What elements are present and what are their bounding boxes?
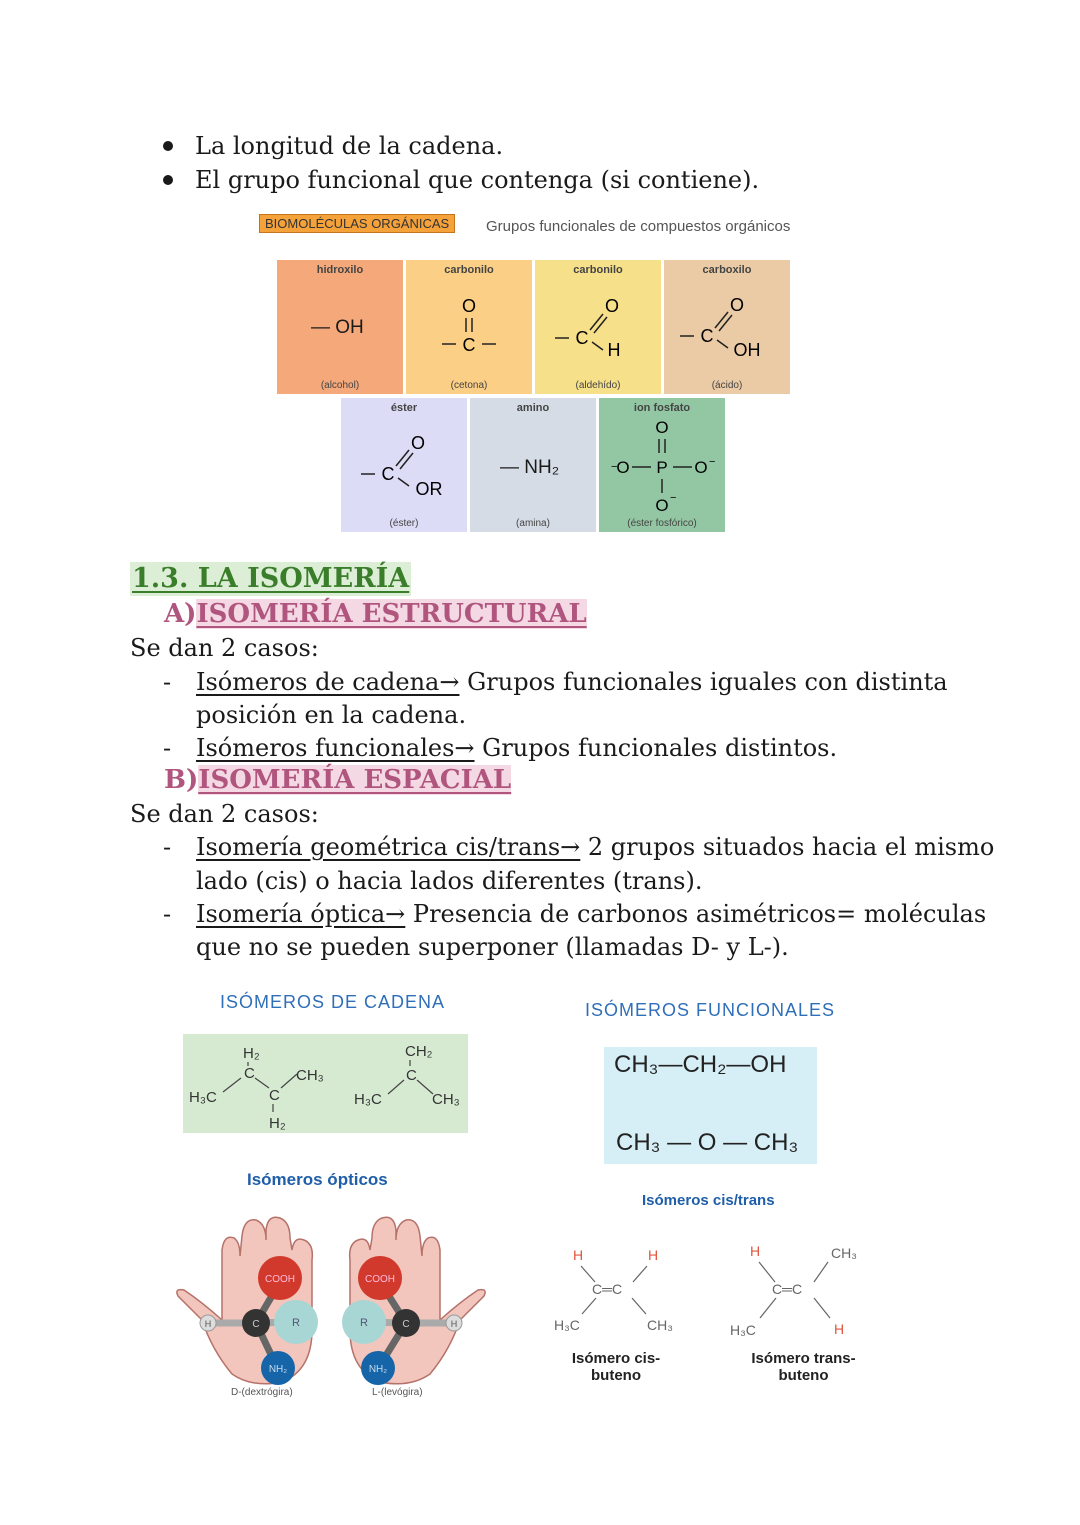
atom-label: C xyxy=(462,335,476,355)
atom-label: O xyxy=(616,458,630,477)
trans-caption xyxy=(736,1350,871,1384)
cistrans-title: Isómeros cis/trans xyxy=(642,1192,775,1209)
svg-text:H₂: H₂ xyxy=(269,1115,286,1132)
fg-sub: (aldehído) xyxy=(575,380,621,391)
atom-label: P xyxy=(656,458,668,477)
subheading-prefix: A) xyxy=(164,599,197,629)
opticos-right-label: L-(levógira) xyxy=(372,1387,423,1398)
fg-sub: (amina) xyxy=(516,518,550,529)
list-text: Grupos funcionales iguales con distinta xyxy=(459,668,948,696)
svg-text:H: H xyxy=(450,1319,458,1329)
fg-sub: (cetona) xyxy=(450,380,488,391)
svg-text:NH₂: NH₂ xyxy=(368,1364,388,1375)
svg-text:CH₃: CH₃ xyxy=(432,1091,460,1108)
aldehido-structure xyxy=(535,260,661,394)
list-dash: - xyxy=(163,668,172,696)
fg-name: hidroxilo xyxy=(316,264,364,276)
svg-text:CH₃: CH₃ xyxy=(647,1317,673,1333)
list-term: Isomería óptica→ xyxy=(196,900,406,928)
subheading-title: ISOMERÍA ESPACIAL xyxy=(198,765,512,795)
svg-text:H: H xyxy=(648,1247,659,1263)
list-dash: - xyxy=(163,734,172,762)
fg-name: ion fosfato xyxy=(633,402,691,414)
atom-label: OR xyxy=(415,479,443,499)
subheading-b xyxy=(164,764,511,796)
list-text: 2 grupos situados hacia el mismo xyxy=(580,833,995,861)
opticos-title: Isómeros ópticos xyxy=(247,1170,388,1189)
svg-text:C═C: C═C xyxy=(592,1281,623,1297)
atom-label: H xyxy=(607,340,621,360)
carboxilo-structure xyxy=(664,260,790,394)
fg-carbonilo-aldehido xyxy=(535,260,661,394)
intro-text: Se dan 2 casos: xyxy=(130,800,319,828)
fg-formula: — OH xyxy=(311,317,364,338)
fosfato-structure xyxy=(599,398,725,532)
atom-label: C xyxy=(381,464,395,484)
intro-text: Se dan 2 casos: xyxy=(130,634,319,662)
bullet-item xyxy=(163,165,759,195)
atom-label: O xyxy=(655,418,669,437)
bullet-item xyxy=(163,131,503,161)
list-term: Isómeros de cadena→ xyxy=(196,668,460,696)
atom-label: C xyxy=(575,328,589,348)
svg-text:NH₂: NH₂ xyxy=(268,1364,288,1375)
fg-name: carboxilo xyxy=(702,264,752,276)
svg-text:H: H xyxy=(573,1247,584,1263)
fg-sub: (ácido) xyxy=(711,380,743,391)
fg-name: carbonilo xyxy=(573,264,623,276)
funcional-formula-2: CH₃ — O — CH₃ xyxy=(616,1129,799,1156)
funcional-formula-1: CH₃—CH₂—OH xyxy=(614,1051,787,1078)
fg-sub: (éster fosfórico) xyxy=(627,518,697,529)
svg-text:H₃C: H₃C xyxy=(354,1091,382,1108)
section-heading: 1.3. LA ISOMERÍA xyxy=(132,563,410,594)
fg-fosfato xyxy=(599,398,725,532)
fg-name: carbonilo xyxy=(444,264,494,276)
list-item-cont: posición en la cadena. xyxy=(196,701,467,729)
fg-hidroxilo xyxy=(277,260,403,394)
svg-text:R: R xyxy=(360,1317,368,1329)
trans-caption-line: buteno xyxy=(778,1367,829,1384)
fg-sub: (alcohol) xyxy=(320,380,360,391)
svg-text:C: C xyxy=(402,1319,410,1330)
svg-text:H₃C: H₃C xyxy=(189,1089,217,1106)
svg-text:−: − xyxy=(611,461,618,473)
atom-label: C xyxy=(700,326,714,346)
list-item xyxy=(196,667,948,697)
atom-label: O xyxy=(729,295,745,315)
cis-caption xyxy=(556,1350,676,1384)
list-item xyxy=(196,899,986,929)
figure-title: Grupos funcionales de compuestos orgánicos xyxy=(486,218,791,235)
funcionales-title: ISÓMEROS FUNCIONALES xyxy=(585,1000,836,1020)
subheading-a xyxy=(164,598,587,630)
ester-structure xyxy=(341,398,467,532)
svg-text:CH₃: CH₃ xyxy=(296,1067,324,1084)
fg-carboxilo xyxy=(664,260,790,394)
list-item-cont: lado (cis) o hacia lados diferentes (trans). xyxy=(196,867,703,895)
svg-text:H: H xyxy=(204,1319,212,1329)
svg-text:COOH: COOH xyxy=(265,1274,295,1285)
svg-text:C: C xyxy=(269,1087,280,1104)
list-item xyxy=(196,733,837,763)
list-text: Presencia de carbonos asimétricos= moléculas xyxy=(405,900,987,928)
svg-text:H₃C: H₃C xyxy=(554,1317,580,1333)
atom-label: OH xyxy=(733,340,761,360)
list-item-cont: que no se pueden superponer (llamadas D- y L-). xyxy=(196,933,789,961)
svg-text:−: − xyxy=(709,456,716,468)
trans-caption-line: Isómero trans- xyxy=(751,1350,856,1367)
list-term: Isómeros funcionales→ xyxy=(196,734,475,762)
list-text: Grupos funcionales distintos. xyxy=(474,734,838,762)
svg-text:H₂: H₂ xyxy=(243,1045,260,1062)
atom-label: O xyxy=(604,296,620,316)
bullet-text: La longitud de la cadena. xyxy=(195,132,504,160)
opticos-left-label: D-(dextrógira) xyxy=(231,1387,293,1398)
fg-name: éster xyxy=(390,402,418,414)
svg-text:CH₂: CH₂ xyxy=(405,1043,433,1060)
svg-text:CH₃: CH₃ xyxy=(831,1245,857,1261)
atom-label: O xyxy=(655,496,669,515)
list-dash: - xyxy=(163,900,172,928)
fg-ester xyxy=(341,398,467,532)
svg-text:H₃C: H₃C xyxy=(730,1322,756,1338)
fg-carbonilo-cetona xyxy=(406,260,532,394)
cistrans-diagram xyxy=(550,1238,880,1338)
svg-text:H: H xyxy=(750,1243,761,1259)
cetona-structure xyxy=(406,260,532,394)
bullet-text: El grupo funcional que contenga (si contiene). xyxy=(195,166,760,194)
bullet-dot xyxy=(163,141,173,151)
fg-sub: (éster) xyxy=(389,518,419,529)
funcionales-box xyxy=(604,1047,817,1164)
atom-label: O xyxy=(694,458,708,477)
cadena-title: ISÓMEROS DE CADENA xyxy=(220,992,446,1012)
atom-label: O xyxy=(410,433,426,453)
svg-text:C: C xyxy=(244,1065,255,1082)
svg-text:COOH: COOH xyxy=(365,1274,395,1285)
svg-text:C: C xyxy=(252,1319,260,1330)
list-item xyxy=(196,832,994,862)
opticos-diagram xyxy=(172,1210,490,1402)
svg-text:−: − xyxy=(670,492,677,504)
bullet-dot xyxy=(163,175,173,185)
list-dash: - xyxy=(163,833,172,861)
svg-text:C: C xyxy=(406,1067,417,1084)
fg-name: amino xyxy=(516,402,550,414)
svg-text:R: R xyxy=(292,1317,300,1329)
svg-text:C═C: C═C xyxy=(772,1281,803,1297)
cis-caption-line: buteno xyxy=(591,1367,641,1384)
atom-label: O xyxy=(461,296,477,316)
figure-chip: BIOMOLÉCULAS ORGÁNICAS xyxy=(259,214,455,233)
subheading-prefix: B) xyxy=(164,765,199,795)
cadena-diagram xyxy=(183,1034,468,1133)
fg-formula: — NH₂ xyxy=(500,457,560,478)
list-term: Isomería geométrica cis/trans→ xyxy=(196,833,581,861)
subheading-title: ISOMERÍA ESTRUCTURAL xyxy=(196,599,587,629)
fg-amino xyxy=(470,398,596,532)
cis-caption-line: Isómero cis- xyxy=(571,1350,661,1367)
svg-text:H: H xyxy=(834,1321,845,1337)
